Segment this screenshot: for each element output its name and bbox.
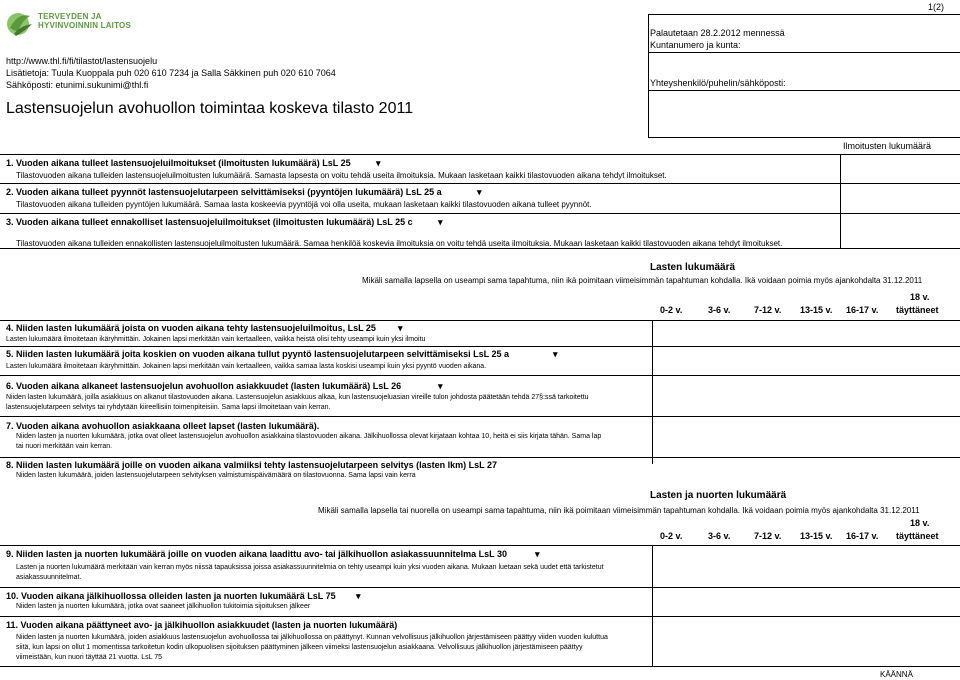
item-3-title: 3. Vuoden aikana tulleet ennakolliset lastensuojeluilmoitukset (ilmoitusten lukumäärä) LsL 25 c xyxy=(6,217,413,227)
item-3-arrow-icon: ▾ xyxy=(438,217,443,227)
item-10-title: 10. Vuoden aikana jälkihuollossa olleiden lasten ja nuorten lukumäärä LsL 75 xyxy=(6,591,336,601)
thl-logo xyxy=(6,8,146,44)
item-9-input[interactable] xyxy=(654,547,958,585)
children-col-16-17: 16-17 v. xyxy=(846,305,879,315)
children-col-0-2: 0-2 v. xyxy=(660,305,683,315)
item-10-input[interactable] xyxy=(654,589,958,613)
item-2-note: Tilastovuoden aikana tulleiden pyyntöjen lukumäärä. Samaa lasta koskeevia pyyntöjä voi olla useita, mukaan lasketaan kaikki tilastovuoden aikana tulleet pyynnöt. xyxy=(16,200,592,209)
footer-turn-page: KÄÄNNÄ xyxy=(880,670,913,679)
header-url[interactable]: http://www.thl.fi/fi/tilastot/lastensuojelu xyxy=(6,56,158,66)
item-1-note: Tilastovuoden aikana tulleiden lastensuojeluilmoitusten lukumäärä. Samasta lapsesta on voitu tehdä useita ilmoituksia. Mukaan lasketaan kaikki tilastovuoden aikana tehdyt ilmoitukset. xyxy=(16,171,667,180)
children-col-18-tayttaneet: täyttäneet xyxy=(896,305,939,315)
item-1-arrow-icon: ▾ xyxy=(376,158,381,168)
children-subnote: Mikäli samalla lapsella on useampi sama tapahtuma, niin ikä poimitaan viimeisimmän tapahtuman kohdalla. Ikä voidaan poimia myös ajankohdalta 31.12.2011 xyxy=(362,276,923,285)
youth-heading: Lasten ja nuorten lukumäärä xyxy=(650,490,787,501)
item-5-note: Lasten lukumäärä ilmoitetaan ikäryhmittäin. Jokainen lapsi merkitään vain kertaalleen, vaikka samaa lasta koskisi useampi kuin yksi pyyntö vuoden aikana. xyxy=(6,363,487,370)
item-1-title: 1. Vuoden aikana tulleet lastensuojeluilmoitukset (ilmoitusten lukumäärä) LsL 25 xyxy=(6,158,351,168)
logo-line2: HYVINVOINNIN LAITOS xyxy=(38,21,131,30)
logo-line1: TERVEYDEN JA xyxy=(38,12,102,21)
deadline-text: Palautetaan 28.2.2012 mennessä xyxy=(650,28,785,38)
item-11-input[interactable] xyxy=(654,618,958,664)
children-col-13-15: 13-15 v. xyxy=(800,305,833,315)
item-6-arrow-icon: ▾ xyxy=(438,381,443,391)
item-2-input[interactable] xyxy=(842,185,958,209)
item-2-arrow-icon: ▾ xyxy=(477,187,482,197)
item-8-note: Niiden lasten lukumäärä, joiden lastensuojelutarpeen selvityksen valmistumispäivämäärä on tilastovuonna. Sama lapsi vain kerra xyxy=(16,472,416,479)
item-6-note1: Niiden lasten lukumäärä, joilla asiakkuus on alkanut tilastovuoden aikana. Lastensuojelun asiakkuus alkaa, kun lastensuojeluasian vireille tulon johdosta päätetään tehdä 27§:ssä tarkoitettu xyxy=(6,394,589,401)
children-col-3-6: 3-6 v. xyxy=(708,305,731,315)
youth-col-0-2: 0-2 v. xyxy=(660,531,683,541)
notifications-column-header: Ilmoitusten lukumäärä xyxy=(843,141,932,151)
item-3-input[interactable] xyxy=(842,215,958,245)
youth-col-16-17: 16-17 v. xyxy=(846,531,879,541)
item-4-arrow-icon: ▾ xyxy=(398,323,403,333)
header-contacts: Lisätietoja: Tuula Kuoppala puh 020 610 7234 ja Salla Säkkinen puh 020 610 7064 xyxy=(6,68,336,78)
item-6-title: 6. Vuoden aikana alkaneet lastensuojelun avohuollon asiakkuudet (lasten lukumäärä) LsL 26 xyxy=(6,381,402,391)
youth-col-18-tayttaneet: täyttäneet xyxy=(896,531,939,541)
item-9-note1: Lasten ja nuorten lukumäärä merkitään vain kerran myös niissä tapauksissa joissa asiakassuunnitelmia on tehty useampi kuin yksi vuoden aikana. Mukaan luetaan sekä uudet että tarkistetut xyxy=(16,564,604,571)
item-10-note: Niiden lasten ja nuorten lukumäärä, jotka ovat saaneet jälkihuollon tukitoimia sijoituksen jälkeer xyxy=(16,603,311,610)
item-9-note2: asiakassuunnitelmat. xyxy=(16,574,82,581)
page-number: 1(2) xyxy=(928,2,945,12)
children-col-7-12: 7-12 v. xyxy=(754,305,782,315)
youth-col-3-6: 3-6 v. xyxy=(708,531,731,541)
youth-col-18: 18 v. xyxy=(910,518,930,528)
thl-leaf-icon xyxy=(6,8,34,38)
logo-text xyxy=(38,12,131,30)
children-col-18: 18 v. xyxy=(910,292,930,302)
item-9-arrow-icon: ▾ xyxy=(535,549,540,559)
item-1-input[interactable] xyxy=(842,156,958,180)
item-3-note: Tilastovuoden aikana tulleiden ennakollisten lastensuojeluilmoitusten lukumäärä. Samaa henkilöä koskevia ilmoituksia on voitu tehdä useita ilmoituksia. Mukaan lasketaan kaikki tilastovuoden aikana tehdyt ilmoitukset. xyxy=(16,239,783,248)
item-2-title: 2. Vuoden aikana tulleet pyynnöt lastensuojelutarpeen selvittämiseksi (pyyntöjen lukumäärä) LsL 25 a xyxy=(6,187,442,197)
item-10-arrow-icon: ▾ xyxy=(356,591,361,601)
item-7-note1: Niiden lasten ja nuorten lukumäärä, jotka ovat olleet lastensuojelun avohuollon asiakkaina tilastovuoden aikana. Jälkihuollossa olevat kirjataan kohtaa 10, heitä ei siis kirjata tähän. Sama lap xyxy=(16,433,602,440)
item-11-note1: Niiden lasten ja nuorten lukumäärä, joiden asiakkuus lastensuojelun avohuollossa tai jälkihuollossa on päättynyt. Kunnan velvollisuus jälkihuollon järjestämiseen päättyy viiden vuoden kuluttua xyxy=(16,634,608,641)
youth-col-7-12: 7-12 v. xyxy=(754,531,782,541)
children-heading: Lasten lukumäärä xyxy=(650,262,736,273)
item-8-input[interactable] xyxy=(654,459,958,481)
item-7-title: 7. Vuoden aikana avohuollon asiakkaana olleet lapset (lasten lukumäärä). xyxy=(6,421,320,431)
youth-col-13-15: 13-15 v. xyxy=(800,531,833,541)
item-4-note: Lasten lukumäärä ilmoitetaan ikäryhmittäin. Jokainen lapsi merkitään vain kertaalleen, vaikka heistä olisi tehty useampi kuin yksi ilmoitu xyxy=(6,336,426,343)
item-5-arrow-icon: ▾ xyxy=(553,349,558,359)
item-11-note2: siitä, kun lapsi on ollut 1 momentissa tarkoitetun kodin ulkopuolisen sijoituksen päättyminen jälkeen viimeksi lastensuojelun asiakkaana. Velvollisuus jälkihuollon järjestämiseen päättyy xyxy=(16,644,583,651)
item-4-title: 4. Niiden lasten lukumäärä joista on vuoden aikana tehty lastensuojeluilmoitus, LsL 25 xyxy=(6,323,376,333)
contact-label: Yhteyshenkilö/puhelin/sähköposti: xyxy=(650,78,786,88)
item-4-input[interactable] xyxy=(654,322,958,344)
item-7-note2: tai nuori merkitään vain kerran. xyxy=(16,443,113,450)
item-6-input[interactable] xyxy=(654,377,958,413)
page-title: Lastensuojelun avohuollon toimintaa koskeva tilasto 2011 xyxy=(6,100,414,117)
item-8-title: 8. Niiden lasten lukumäärä joille on vuoden aikana valmiiksi tehty lastensuojelutarpeen selvitys (lasten lkm) LsL 27 xyxy=(6,460,498,470)
item-11-title: 11. Vuoden aikana päättyneet avo- ja jälkihuollon asiakkuudet (lasten ja nuorten lukumäärä) xyxy=(6,620,398,630)
item-11-note3: viimeistään, kun nuori täyttää 21 vuotta. LsL 75 xyxy=(16,654,163,661)
youth-subnote: Mikäli samalla lapsella tai nuorella on useampi sama tapahtuma, niin ikä poimitaan viimeisimmän tapahtuman kohdalla. Ikä voidaan poimia myös ajankohdalta 31.12.2011 xyxy=(318,506,920,515)
item-5-input[interactable] xyxy=(654,348,958,372)
municipality-field[interactable] xyxy=(650,53,956,73)
header-email: Sähköposti: etunimi.sukunimi@thl.fi xyxy=(6,80,149,90)
item-5-title: 5. Niiden lasten lukumäärä joita koskien on vuoden aikana tullut pyyntö lastensuojelutarpeen selvittämiseksi LsL 25 a xyxy=(6,349,509,359)
item-9-title: 9. Niiden lasten ja nuorten lukumäärä joille on vuoden aikana laadittu avo- tai jälkihuollon asiakassuunnitelma LsL 30 xyxy=(6,549,507,559)
item-7-input[interactable] xyxy=(654,418,958,454)
municipality-label: Kuntanumero ja kunta: xyxy=(650,40,741,50)
item-6-note2: lastensuojelutarpeen selvitys tai ryhdytään kiireellisiin toimenpiteisiin. Sama lapsi ilmoitetaan vain kerran. xyxy=(6,404,331,411)
contact-field[interactable] xyxy=(650,92,956,136)
